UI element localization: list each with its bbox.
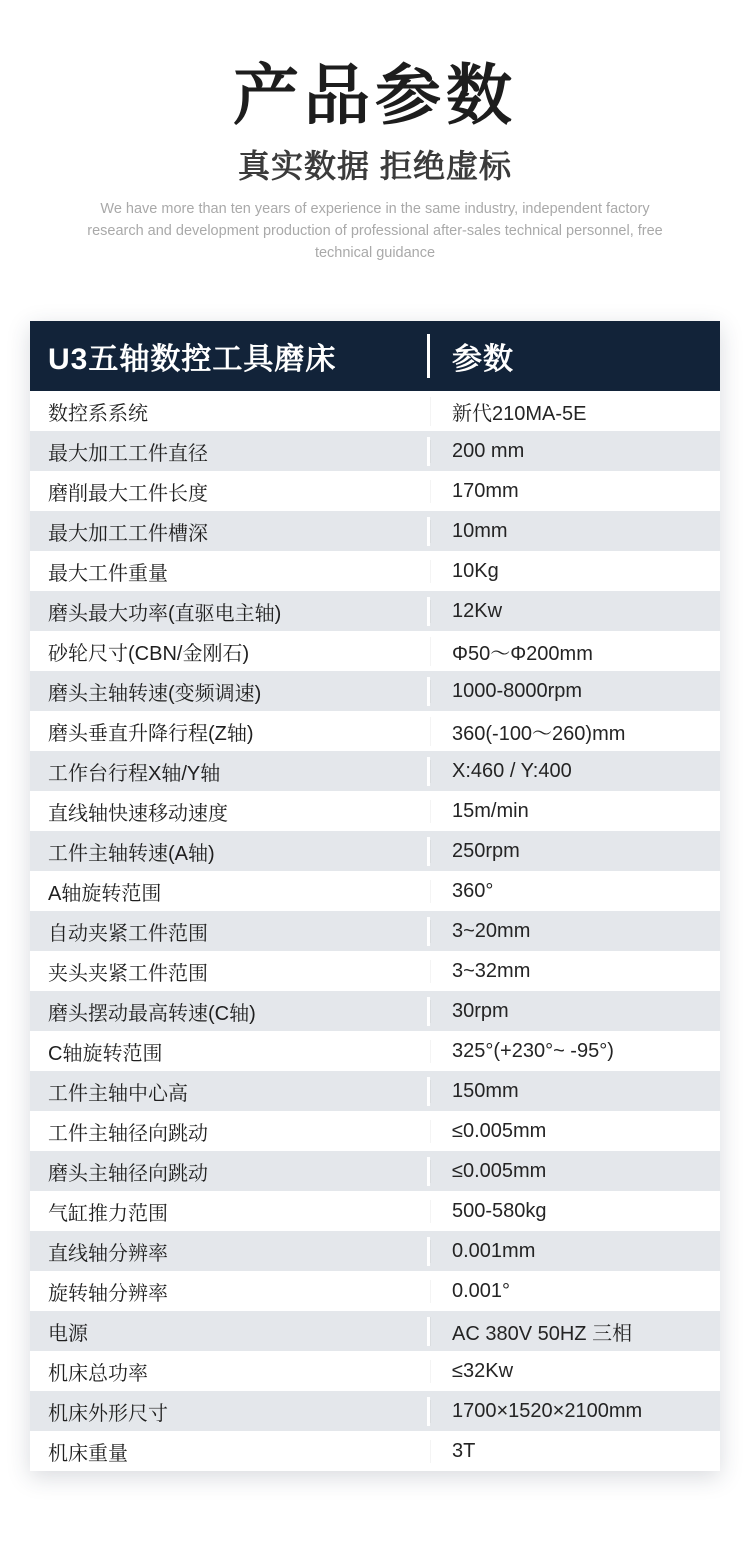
table-row <box>30 551 720 591</box>
table-row <box>30 471 720 511</box>
table-row <box>30 991 720 1031</box>
spec-value: 15m/min <box>430 800 720 823</box>
spec-value: 0.001mm <box>430 1240 720 1263</box>
table-row <box>30 1231 720 1271</box>
table-row <box>30 1391 720 1431</box>
spec-value: 1700×1520×2100mm <box>430 1400 720 1423</box>
table-row <box>30 711 720 751</box>
table-row <box>30 871 720 911</box>
spec-value: 新代210MA-5E <box>430 397 720 426</box>
spec-label: 工件主轴转速(A轴) <box>30 837 430 866</box>
spec-label: 气缸推力范围 <box>30 1197 430 1226</box>
table-row <box>30 1311 720 1351</box>
table-row <box>30 631 720 671</box>
spec-value: 10Kg <box>430 560 720 583</box>
spec-value: ≤0.005mm <box>430 1120 720 1143</box>
spec-value: AC 380V 50HZ 三相 <box>430 1317 720 1346</box>
spec-table-body <box>30 391 720 1471</box>
spec-label: A轴旋转范围 <box>30 877 430 906</box>
spec-value: X:460 / Y:400 <box>430 760 720 783</box>
spec-table-header-product: U3五轴数控工具磨床 <box>30 334 430 378</box>
spec-value: Φ50～Φ200mm <box>430 637 720 666</box>
table-row <box>30 951 720 991</box>
spec-label: 电源 <box>30 1317 430 1346</box>
spec-label: 磨头垂直升降行程(Z轴) <box>30 717 430 746</box>
spec-value: 360° <box>430 880 720 903</box>
table-row <box>30 671 720 711</box>
spec-label: C轴旋转范围 <box>30 1037 430 1066</box>
spec-label: 工作台行程X轴/Y轴 <box>30 757 430 786</box>
spec-label: 最大加工工件槽深 <box>30 517 430 546</box>
spec-label: 工件主轴中心高 <box>30 1077 430 1106</box>
spec-label: 机床重量 <box>30 1437 430 1466</box>
spec-value: 30rpm <box>430 1000 720 1023</box>
table-row <box>30 791 720 831</box>
spec-label: 夹头夹紧工件范围 <box>30 957 430 986</box>
table-row <box>30 391 720 431</box>
spec-label: 直线轴分辨率 <box>30 1237 430 1266</box>
spec-value: 200 mm <box>430 440 720 463</box>
page-title: 产品参数 <box>233 58 517 132</box>
spec-table <box>30 321 720 1471</box>
spec-label: 磨削最大工件长度 <box>30 477 430 506</box>
spec-label: 最大工件重量 <box>30 557 430 586</box>
table-row <box>30 1351 720 1391</box>
page-subtitle: 真实数据 拒绝虚标 <box>238 148 512 185</box>
table-row <box>30 1151 720 1191</box>
spec-label: 砂轮尺寸(CBN/金刚石) <box>30 637 430 666</box>
spec-value: ≤32Kw <box>430 1360 720 1383</box>
table-row <box>30 1191 720 1231</box>
spec-label: 自动夹紧工件范围 <box>30 917 430 946</box>
spec-label: 直线轴快速移动速度 <box>30 797 430 826</box>
spec-label: 数控系系统 <box>30 397 430 426</box>
spec-label: 磨头主轴径向跳动 <box>30 1157 430 1186</box>
table-row <box>30 1271 720 1311</box>
table-row <box>30 431 720 471</box>
spec-value: ≤0.005mm <box>430 1160 720 1183</box>
spec-label: 磨头摆动最高转速(C轴) <box>30 997 430 1026</box>
table-row <box>30 1071 720 1111</box>
spec-label: 最大加工工件直径 <box>30 437 430 466</box>
table-row <box>30 511 720 551</box>
spec-table-header <box>30 321 720 391</box>
table-row <box>30 751 720 791</box>
spec-label: 磨头主轴转速(变频调速) <box>30 677 430 706</box>
table-row <box>30 591 720 631</box>
table-row <box>30 911 720 951</box>
page-header <box>0 0 750 264</box>
spec-value: 250rpm <box>430 840 720 863</box>
table-row <box>30 1431 720 1471</box>
spec-value: 0.001° <box>430 1280 720 1303</box>
spec-value: 1000-8000rpm <box>430 680 720 703</box>
spec-value: 3~20mm <box>430 920 720 943</box>
table-row <box>30 831 720 871</box>
spec-value: 325°(+230°~ -95°) <box>430 1040 720 1063</box>
spec-table-header-parameter: 参数 <box>452 343 514 377</box>
spec-value: 12Kw <box>430 600 720 623</box>
spec-value: 360(-100～260)mm <box>430 717 720 746</box>
page-description: We have more than ten years of experience in the same industry, independent factory research and development production of professional after-sales technical personnel, free technical guidance <box>87 201 663 261</box>
spec-value: 10mm <box>430 520 720 543</box>
spec-value: 3T <box>430 1440 720 1463</box>
spec-label: 旋转轴分辨率 <box>30 1277 430 1306</box>
spec-label: 机床外形尺寸 <box>30 1397 430 1426</box>
spec-label: 磨头最大功率(直驱电主轴) <box>30 597 430 626</box>
spec-value: 170mm <box>430 480 720 503</box>
table-row <box>30 1031 720 1071</box>
spec-value: 3~32mm <box>430 960 720 983</box>
spec-value: 150mm <box>430 1080 720 1103</box>
spec-label: 工件主轴径向跳动 <box>30 1117 430 1146</box>
spec-label: 机床总功率 <box>30 1357 430 1386</box>
table-row <box>30 1111 720 1151</box>
spec-value: 500-580kg <box>430 1200 720 1223</box>
